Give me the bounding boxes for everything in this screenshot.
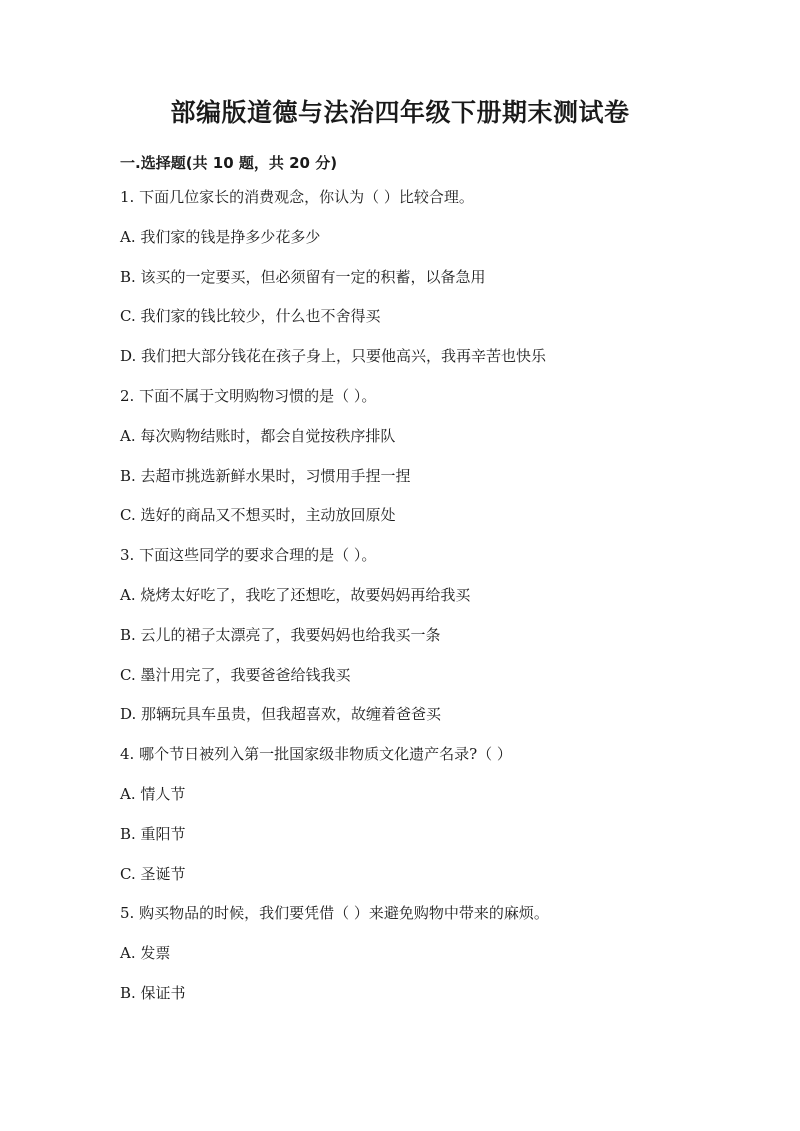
question-4-option-b: B. 重阳节 bbox=[120, 824, 186, 843]
section-heading: 一.选择题(共 10 题，共 20 分) bbox=[120, 154, 338, 172]
question-5: 5. 购买物品的时候，我们要凭借（ ）来避免购物中带来的麻烦。 bbox=[120, 904, 549, 923]
question-4-option-c: C. 圣诞节 bbox=[120, 864, 186, 883]
question-1-option-d: D. 我们把大部分钱花在孩子身上，只要他高兴，我再辛苦也快乐 bbox=[120, 347, 547, 366]
question-4: 4. 哪个节日被列入第一批国家级非物质文化遗产名录?（ ） bbox=[120, 745, 512, 764]
page-title: 部编版道德与法治四年级下册期末测试卷 bbox=[170, 98, 630, 127]
question-3-option-d: D. 那辆玩具车虽贵，但我超喜欢，故缠着爸爸买 bbox=[120, 705, 442, 724]
question-5-option-a: A. 发票 bbox=[120, 944, 171, 963]
question-1-option-a: A. 我们家的钱是挣多少花多少 bbox=[120, 227, 321, 246]
question-3: 3. 下面这些同学的要求合理的是（ ）。 bbox=[120, 546, 377, 565]
question-2-option-b: B. 去超市挑选新鲜水果时，习惯用手捏一捏 bbox=[120, 466, 411, 485]
question-list bbox=[120, 184, 700, 1020]
question-3-option-b: B. 云儿的裙子太漂亮了，我要妈妈也给我买一条 bbox=[120, 625, 441, 644]
question-1-option-c: C. 我们家的钱比较少，什么也不舍得买 bbox=[120, 307, 381, 326]
question-2-option-a: A. 每次购物结账时，都会自觉按秩序排队 bbox=[120, 426, 396, 445]
question-4-option-a: A. 情人节 bbox=[120, 784, 186, 803]
question-5-option-b: B. 保证书 bbox=[120, 983, 186, 1002]
question-1: 1. 下面几位家长的消费观念，你认为（ ）比较合理。 bbox=[120, 188, 474, 206]
question-2: 2. 下面不属于文明购物习惯的是（ ）。 bbox=[120, 386, 377, 405]
question-1-option-b: B. 该买的一定要买，但必须留有一定的积蓄，以备急用 bbox=[120, 267, 486, 286]
question-3-option-c: C. 墨汁用完了，我要爸爸给钱我买 bbox=[120, 665, 351, 684]
question-2-option-c: C. 选好的商品又不想买时，主动放回原处 bbox=[120, 506, 396, 525]
question-3-option-a: A. 烧烤太好吃了，我吃了还想吃，故要妈妈再给我买 bbox=[120, 585, 471, 604]
